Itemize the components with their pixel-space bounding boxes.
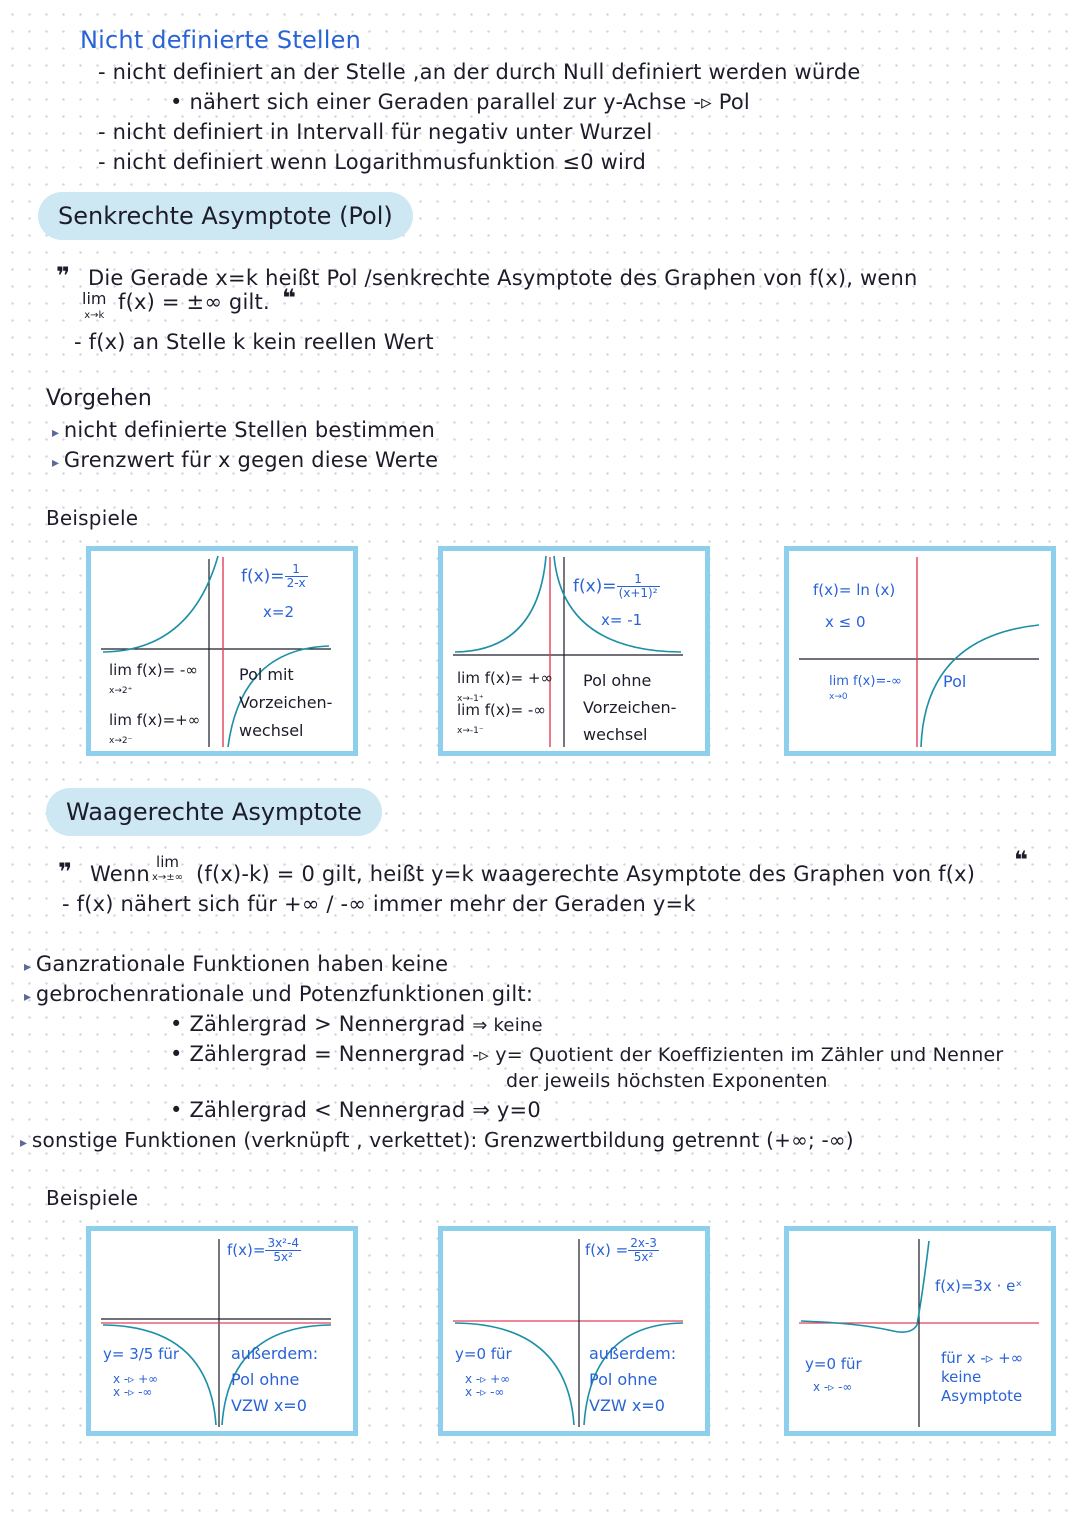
subrule-1: • Zählergrad > Nennergrad ⇒ keine — [170, 1012, 543, 1036]
subrule-1-left: Zählergrad > Nennergrad — [189, 1012, 466, 1036]
vertical-limit-lim: lim — [82, 289, 107, 308]
limit-right — [109, 661, 198, 700]
description — [589, 1341, 676, 1419]
limit-expr: f(x)=-∞ — [853, 674, 902, 689]
horizontal-note: - f(x) nähert sich für +∞ / -∞ immer mehr der Geraden y=k — [62, 892, 696, 916]
description-line-1: Pol ohne — [583, 671, 652, 690]
pole-point: x=2 — [263, 603, 294, 621]
limit-right-sub: x→-1⁺ — [457, 694, 484, 704]
description — [231, 1341, 318, 1419]
description-line-1: außerdem: — [589, 1344, 677, 1363]
graph-branch-left — [103, 556, 218, 652]
direction-2: x -▹ -∞ — [113, 1385, 153, 1399]
description-line-3: wechsel — [583, 725, 648, 744]
undefined-line-4: - nicht definiert wenn Logarithmusfunktion ≤0 wird — [98, 150, 647, 174]
formula-numerator: 1 — [617, 573, 660, 587]
limit-left-lim: lim — [109, 711, 132, 729]
limit-right-lim: lim — [457, 669, 480, 687]
formula — [585, 1237, 659, 1264]
asymptote-label: y= 3/5 für — [103, 1345, 180, 1363]
vertical-note: - f(x) an Stelle k kein reellen Wert — [74, 330, 434, 354]
formula: f(x)= ln (x) — [813, 581, 896, 599]
asymptote-label: y=0 für — [455, 1345, 512, 1363]
example-panel-exponential — [784, 1226, 1056, 1436]
asymptote-label: y=0 für — [805, 1355, 862, 1373]
formula — [241, 563, 308, 590]
directions — [465, 1373, 510, 1399]
limit-left-sub: x→-1⁻ — [457, 726, 484, 736]
subrule-3-right: ⇒ y=0 — [472, 1098, 541, 1122]
formula-prefix: f(x) = — [585, 1241, 629, 1259]
examples-title-horizontal: Beispiele — [46, 1186, 139, 1210]
description-line-3: Asymptote — [941, 1387, 1023, 1405]
direction-1: x -▹ +∞ — [465, 1372, 511, 1386]
pole-point: x= -1 — [601, 611, 643, 629]
limit-right-lim: lim — [109, 661, 132, 679]
subrule-3: • Zählergrad < Nennergrad ⇒ y=0 — [170, 1098, 541, 1122]
limit-lim: lim — [829, 674, 849, 689]
formula-denominator: (x+1)² — [618, 586, 658, 600]
description-line-1: für x -▹ +∞ — [941, 1349, 1024, 1367]
limit-left-sub: x→2⁻ — [109, 736, 133, 746]
directions — [113, 1373, 158, 1399]
description-line-2: Pol ohne — [589, 1370, 658, 1389]
subrule-2-left: Zählergrad = Nennergrad — [189, 1042, 466, 1066]
direction-1: x -▹ -∞ — [813, 1380, 853, 1394]
procedure-step-1: ▸ nicht definierte Stellen bestimmen — [52, 418, 436, 442]
undefined-line-1: - nicht definiert an der Stelle ,an der durch Null definiert werden würde — [98, 60, 861, 84]
description — [583, 667, 676, 748]
description-line-1: Pol mit — [239, 665, 294, 684]
limit-left — [109, 711, 200, 750]
rule-1-text: Ganzrationale Funktionen haben keine — [35, 952, 449, 976]
subrule-1-right: ⇒ keine — [472, 1015, 543, 1036]
formula-numerator: 3x²-4 — [267, 1236, 299, 1250]
description — [941, 1349, 1023, 1406]
limit — [829, 675, 902, 704]
undefined-line-3: - nicht definiert in Intervall für negativ unter Wurzel — [98, 120, 653, 144]
limit-left-expr: f(x)=+∞ — [136, 711, 201, 729]
example-panel-asymptote-0 — [438, 1226, 710, 1436]
quote-close: ❝ — [282, 284, 297, 312]
description-line-2: keine — [941, 1368, 982, 1386]
description-line-1: außerdem: — [231, 1344, 319, 1363]
formula-denominator: 5x² — [273, 1250, 293, 1264]
example-panel-pole-sign-change — [86, 546, 358, 756]
description-line-2: Vorzeichen- — [583, 698, 677, 717]
limit-right-sub: x→2⁺ — [109, 686, 133, 696]
formula-prefix: f(x)= — [241, 566, 285, 587]
description-line-2: Pol ohne — [231, 1370, 300, 1389]
formula: f(x)=3x · eˣ — [935, 1277, 1023, 1295]
graph-exponential-curve — [801, 1241, 929, 1332]
graph-ln — [921, 625, 1039, 747]
formula-numerator: 2x-3 — [630, 1236, 657, 1250]
limit-left — [457, 701, 546, 740]
formula-denominator: 2-x — [286, 576, 306, 590]
horizontal-limit — [152, 853, 184, 884]
formula-prefix: f(x)= — [573, 576, 617, 597]
direction-2: x -▹ -∞ — [465, 1385, 505, 1399]
undefined-line-2: • nähert sich einer Geraden parallel zur y-Achse -▹ Pol — [170, 90, 750, 114]
subrule-3-left: Zählergrad < Nennergrad — [189, 1098, 466, 1122]
limit-left-expr: f(x)= -∞ — [484, 701, 546, 719]
examples-title-vertical: Beispiele — [46, 506, 139, 530]
rule-2: ▸ gebrochenrationale und Potenzfunktionen gilt: — [24, 982, 534, 1006]
formula-denominator: 5x² — [633, 1250, 654, 1264]
horizontal-definition-b: (f(x)-k) = 0 gilt, heißt y=k waagerechte Asymptote des Graphen von f(x) — [196, 862, 976, 886]
description — [239, 661, 332, 745]
quote-open: ❞ — [56, 262, 71, 290]
procedure-title: Vorgehen — [46, 386, 152, 411]
subrule-2-right: -▹ y= Quotient der Koeffizienten im Zähler und Nenner — [472, 1044, 1004, 1066]
description-line-3: VZW x=0 — [589, 1396, 665, 1415]
horizontal-limit-sub: x→±∞ — [152, 872, 184, 883]
procedure-step-2: ▸ Grenzwert für x gegen diese Werte — [52, 448, 439, 472]
vertical-definition: Die Gerade x=k heißt Pol /senkrechte Asymptote des Graphen von f(x), wenn — [88, 266, 918, 290]
subrule-2-continued: der jeweils höchsten Exponenten — [506, 1070, 828, 1092]
formula — [227, 1237, 301, 1264]
rule-other-text: sonstige Funktionen (verknüpft , verkettet): Grenzwertbildung getrennt (+∞; -∞) — [31, 1128, 854, 1152]
formula-numerator: 1 — [285, 563, 308, 577]
description: Pol — [943, 672, 967, 691]
formula-prefix: f(x)= — [227, 1241, 266, 1259]
procedure-step-1-text: nicht definierte Stellen bestimmen — [63, 418, 436, 442]
horizontal-definition-a: Wenn — [90, 862, 150, 886]
example-panel-pole-ln — [784, 546, 1056, 756]
limit-sub: x→0 — [829, 692, 848, 702]
section-title-vertical: Senkrechte Asymptote (Pol) — [38, 192, 413, 240]
pole-point: x ≤ 0 — [825, 613, 866, 631]
example-panel-asymptote-3-5 — [86, 1226, 358, 1436]
vertical-limit — [82, 289, 107, 323]
quote-close-h: ❝ — [1014, 846, 1029, 874]
description-line-2: Vorzeichen- — [239, 693, 333, 712]
limit-right-expr: f(x)= +∞ — [484, 669, 553, 687]
graph-branch-right — [554, 556, 681, 652]
subrule-2: • Zählergrad = Nennergrad -▹ y= Quotient der Koeffizienten im Zähler und Nenner — [170, 1042, 1004, 1066]
horizontal-limit-lim: lim — [156, 853, 179, 871]
graph-branch-left — [455, 556, 546, 652]
description-line-3: wechsel — [239, 721, 304, 740]
rule-other: ▸ sonstige Funktionen (verknüpft , verkettet): Grenzwertbildung getrennt (+∞; -∞) — [20, 1128, 854, 1152]
example-panel-pole-no-sign-change — [438, 546, 710, 756]
vertical-limit-sub: x→k — [84, 310, 105, 321]
section-title-undefined: Nicht definierte Stellen — [80, 26, 362, 54]
direction-1: x -▹ +∞ — [113, 1372, 159, 1386]
vertical-limit-expr: f(x) = ±∞ gilt. — [118, 290, 270, 314]
section-title-horizontal: Waagerechte Asymptote — [46, 788, 382, 836]
limit-right-expr: f(x)= -∞ — [136, 661, 198, 679]
limit-left-lim: lim — [457, 701, 480, 719]
description-line-3: VZW x=0 — [231, 1396, 307, 1415]
rule-1: ▸ Ganzrationale Funktionen haben keine — [24, 952, 449, 976]
quote-open-h: ❞ — [58, 858, 73, 886]
rule-2-text: gebrochenrationale und Potenzfunktionen gilt: — [35, 982, 534, 1006]
formula — [573, 573, 660, 600]
procedure-step-2-text: Grenzwert für x gegen diese Werte — [63, 448, 439, 472]
